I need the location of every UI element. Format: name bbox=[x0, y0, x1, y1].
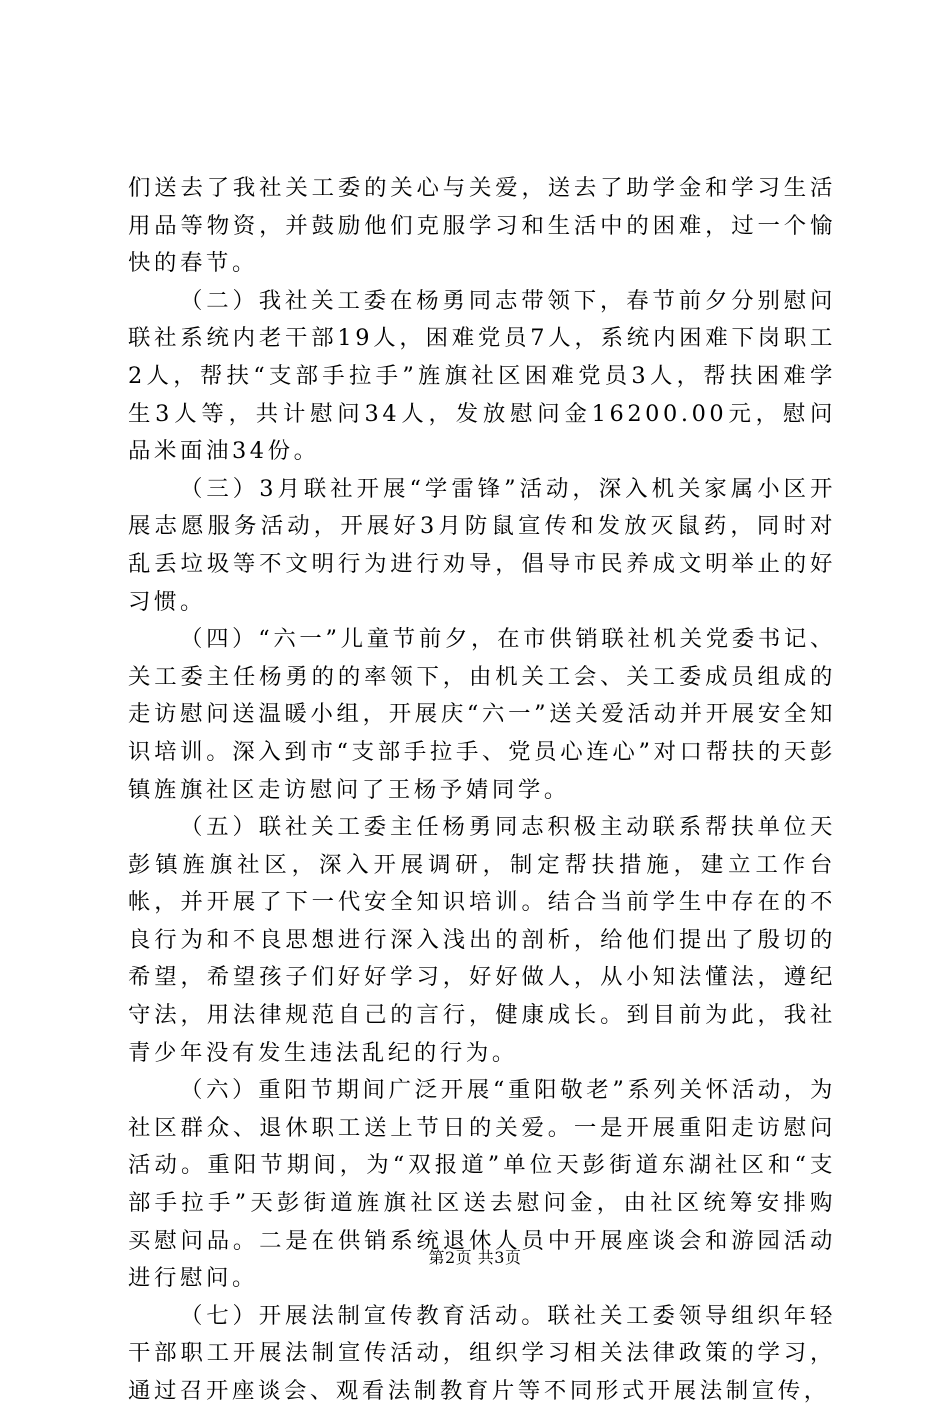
paragraph-item-5: （五）联社关工委主任杨勇同志积极主动联系帮扶单位天彭镇旌旗社区，深入开展调研，制定帮扶措施，建立工作台帐，并开展了下一代安全知识培训。结合当前学生中存在的不良行为和不良思想进行深入浅出的剖析，给他们提出了殷切的希望，希望孩子们好好学习，好好做人，从小知法懂法，遵纪守法，用法律规范自己的言行，健康成长。到目前为此，我社青少年没有发生违法乱纪的行为。 bbox=[128, 814, 836, 1066]
paragraph-item-4: （四）“六一”儿童节前夕，在市供销联社机关党委书记、关工委主任杨勇的的率领下，由机关工会、关工委成员组成的走访慰问送温暖小组，开展庆“六一”送关爱活动并开展安全知识培训。深入到市“支部手拉手、党员心连心”对口帮扶的天彭镇旌旗社区走访慰问了王杨予婧同学。 bbox=[128, 626, 836, 803]
paragraph-item-6: （六）重阳节期间广泛开展“重阳敬老”系列关怀活动，为社区群众、退休职工送上节日的关爱。一是开展重阳走访慰问活动。重阳节期间，为“双报道”单位天彭街道东湖社区和“支部手拉手”天彭街道旌旗社区送去慰问金，由社区统筹安排购买慰问品。二是在供销系统退休人员中开展座谈会和游园活动进行慰问。 bbox=[128, 1077, 836, 1292]
paragraph-continuation: 们送去了我社关工委的关心与关爱，送去了助学金和学习生活用品等物资，并鼓励他们克服学习和生活中的困难，过一个愉快的春节。 bbox=[128, 175, 836, 277]
paragraph-item-7: （七）开展法制宣传教育活动。联社关工委领导组织年轻干部职工开展法制宣传活动，组织学习相关法律政策的学习，通过召开座谈会、观看法制教育片等不同形式开展法制宣传， bbox=[128, 1302, 836, 1404]
paragraph-item-2: （二）我社关工委在杨勇同志带领下，春节前夕分别慰问联社系统内老干部19人，困难党员7人，系统内困难下岗职工2人，帮扶“支部手拉手”旌旗社区困难党员3人，帮扶困难学生3人等，共计慰问34人，发放慰问金16200.00元，慰问品米面油34份。 bbox=[128, 287, 836, 465]
document-body bbox=[128, 170, 836, 1411]
page-number-footer: 第2页 共3页 bbox=[428, 1248, 522, 1267]
paragraph-item-3: （三）3月联社开展“学雷锋”活动，深入机关家属小区开展志愿服务活动，开展好3月防鼠宣传和发放灭鼠药，同时对乱丢垃圾等不文明行为进行劝导，倡导市民养成文明举止的好习惯。 bbox=[128, 475, 836, 615]
